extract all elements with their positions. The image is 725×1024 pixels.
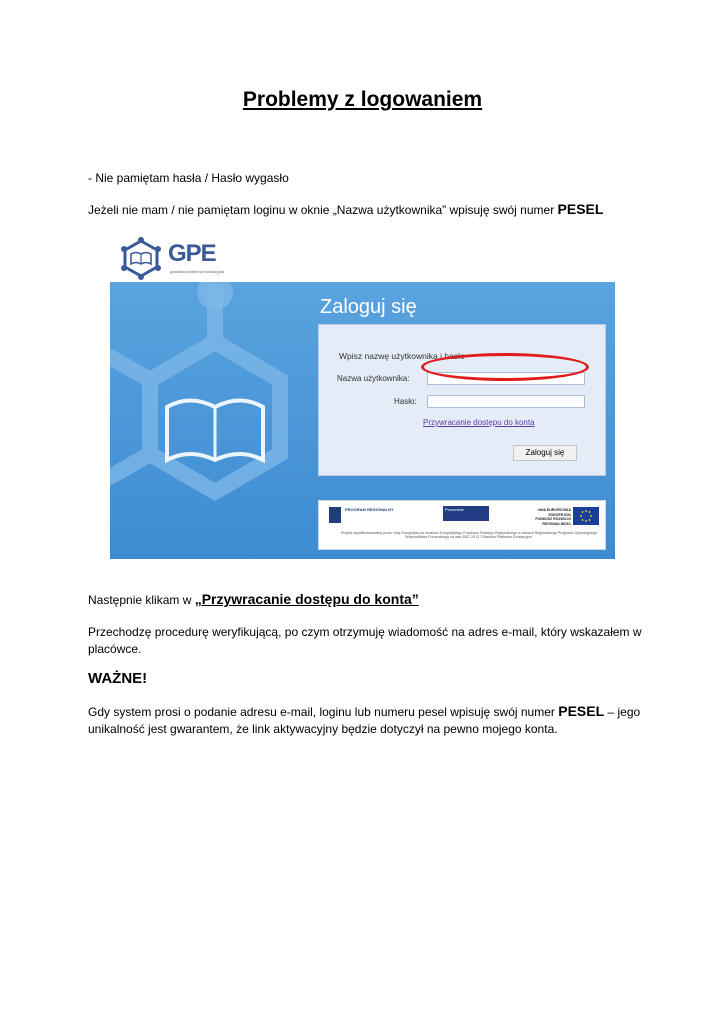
login-title: Zaloguj się	[320, 296, 417, 318]
important-heading: WAŻNE!	[88, 670, 148, 687]
pesel-emphasis: PESEL	[557, 201, 604, 217]
red-highlight-ellipse	[421, 353, 589, 381]
password-label: Hasło:	[394, 397, 417, 406]
form-hint: Wpisz nazwę użytkownika i hasło	[339, 351, 465, 361]
large-hexagon-book-watermark	[110, 282, 315, 559]
logo-text: GPE	[168, 240, 216, 267]
paragraph-forgot-password: - Nie pamiętam hasła / Hasło wygasło	[88, 171, 289, 185]
login-button[interactable]: Zaloguj się	[513, 445, 577, 461]
eu-funding-footer	[318, 500, 606, 550]
login-panel	[110, 282, 615, 559]
recover-access-reference: „Przywracanie dostępu do konta”	[194, 591, 419, 607]
paragraph-next-step	[88, 591, 648, 609]
p6-text2: – jego unikalność jest gwarantem, że link aktywacyjny będzie dotyczył na pewno mojego konta.	[88, 705, 641, 736]
gpe-logo	[118, 236, 228, 282]
eu-text: UNIA EUROPEJSKA EUROPEJSKI FUNDUSZ ROZWOJU REGIONALNEGO	[535, 508, 571, 526]
login-form	[318, 324, 606, 476]
pomorskie-logo: Pomorskie	[443, 506, 489, 521]
login-screenshot	[110, 232, 615, 559]
funding-note: Projekt współfinansowany przez Unię Europejską ze środków Europejskiego Funduszu Rozwoju Regionalnego w ramach Regionalnego Programu Operacyjnego Województwa Pomorskiego na lata 2007-2013 "Gdańska Platforma Edukacyjna"	[340, 531, 598, 540]
paragraph-login-instructions	[88, 201, 648, 219]
p6-text1: Gdy system prosi o podanie adresu e-mail, loginu lub numeru pesel wpisuję swój numer	[88, 705, 559, 719]
logo-subtitle: gdańska platforma edukacyjna	[170, 269, 225, 274]
page-title: Problemy z logowaniem	[242, 88, 483, 111]
username-label: Nazwa użytkownika:	[337, 374, 410, 383]
p3-text: Następnie klikam w	[88, 593, 195, 607]
eu-flag-icon	[573, 507, 599, 525]
password-input[interactable]	[427, 395, 585, 408]
recover-access-link[interactable]: Przywracanie dostępu do konta	[423, 418, 535, 427]
paragraph-verification: Przechodzę procedurę weryfikującą, po czym otrzymuję wiadomość na adres e-mail, który wskazałem w placówce.	[88, 625, 642, 656]
gpe-hexagon-book-logo	[118, 236, 164, 280]
pesel-emphasis-2: PESEL	[558, 703, 605, 719]
program-regional-text: PROGRAM REGIONALNY	[345, 507, 394, 512]
paragraph-important-note	[88, 703, 648, 738]
p2-text: Jeżeli nie mam / nie pamiętam loginu w oknie „Nazwa użytkownika” wpisuję swój numer	[88, 203, 558, 217]
program-regional-logo-icon	[329, 507, 341, 523]
